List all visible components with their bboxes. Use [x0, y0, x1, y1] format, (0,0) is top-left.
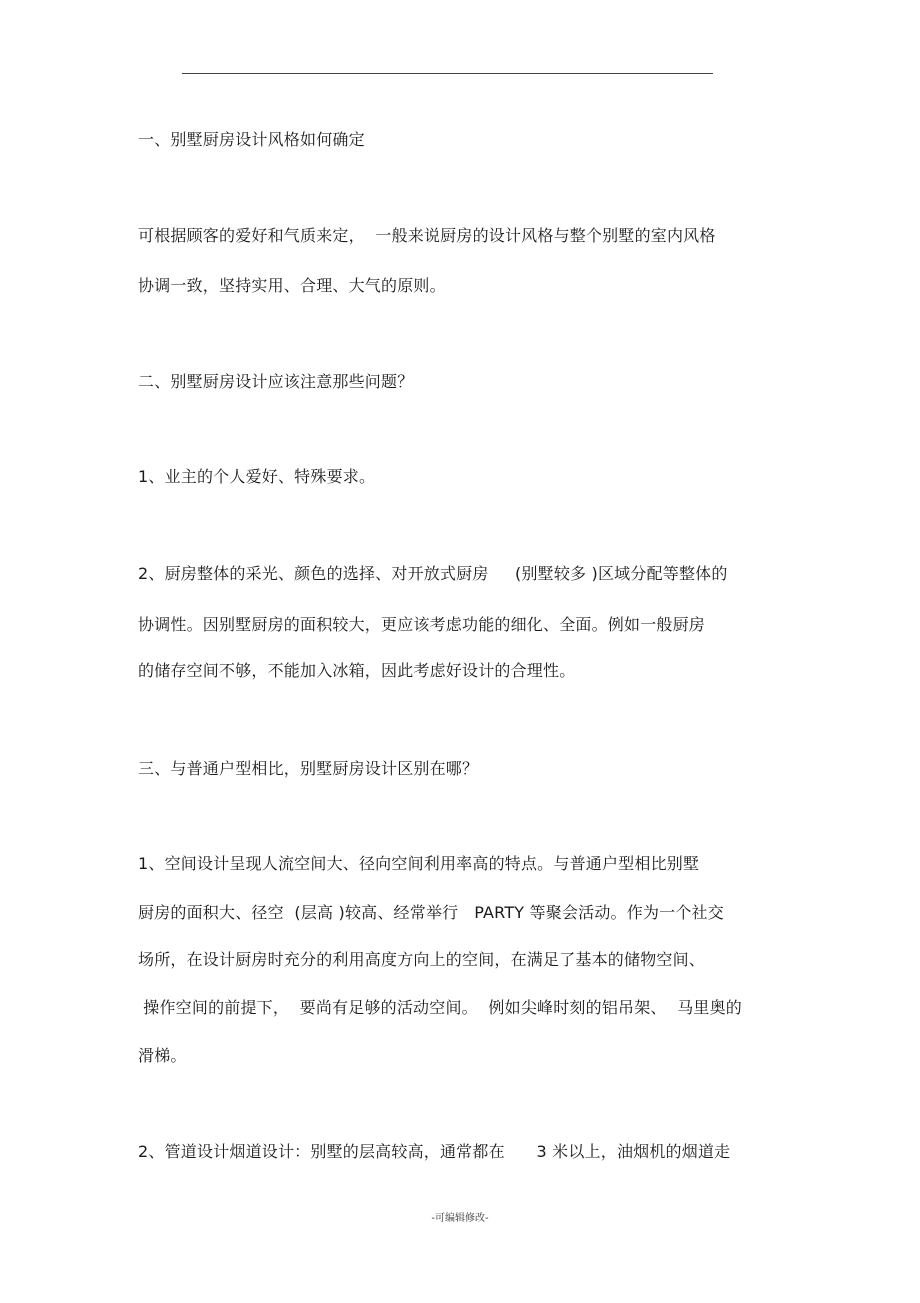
section-3-item-1-line-3: 场所，在设计厨房时充分的利用高度方向上的空间，在满足了基本的储物空间、	[138, 950, 706, 969]
section-3-item-1-line-1: 1、空间设计呈现人流空间大、径向空间利用率高的特点。与普通户型相比别墅	[138, 854, 700, 873]
section-2-heading: 二、别墅厨房设计应该注意那些问题？	[138, 372, 414, 391]
section-1-heading: 一、别墅厨房设计风格如何确定	[138, 130, 365, 149]
page-footer: -可编辑修改-	[431, 1213, 489, 1224]
section-3-item-1-line-5: 滑梯。	[138, 1046, 187, 1065]
section-2-item-2-line-1: 2、厨房整体的采光、颜色的选择、对开放式厨房 (别墅较多 )区域分配等整体的	[138, 564, 728, 583]
header-rule	[182, 73, 713, 74]
section-2-item-2-line-3: 的储存空间不够，不能加入冰箱，因此考虑好设计的合理性。	[138, 661, 576, 680]
section-1-paragraph-line-2: 协调一致，坚持实用、合理、大气的原则。	[138, 276, 446, 295]
section-3-heading: 三、与普通户型相比，别墅厨房设计区别在哪？	[138, 759, 479, 778]
section-3-item-2-line-1: 2、管道设计烟道设计：别墅的层高较高，通常都在 3 米以上，油烟机的烟道走	[138, 1142, 731, 1161]
section-2-item-2-line-2: 协调性。因别墅厨房的面积较大，更应该考虑功能的细化、全面。例如一般厨房	[138, 615, 706, 634]
section-3-item-1-line-4: 操作空间的前提下， 要尚有足够的活动空间。 例如尖峰时刻的铝吊架、 马里奥的	[138, 998, 743, 1017]
section-3-item-1-line-2: 厨房的面积大、径空 (层高 )较高、经常举行 PARTY 等聚会活动。作为一个社交	[138, 903, 724, 922]
section-2-item-1: 1、业主的个人爱好、特殊要求。	[138, 467, 376, 486]
section-1-paragraph-line-1: 可根据顾客的爱好和气质来定， 一般来说厨房的设计风格与整个别墅的室内风格	[138, 226, 716, 245]
